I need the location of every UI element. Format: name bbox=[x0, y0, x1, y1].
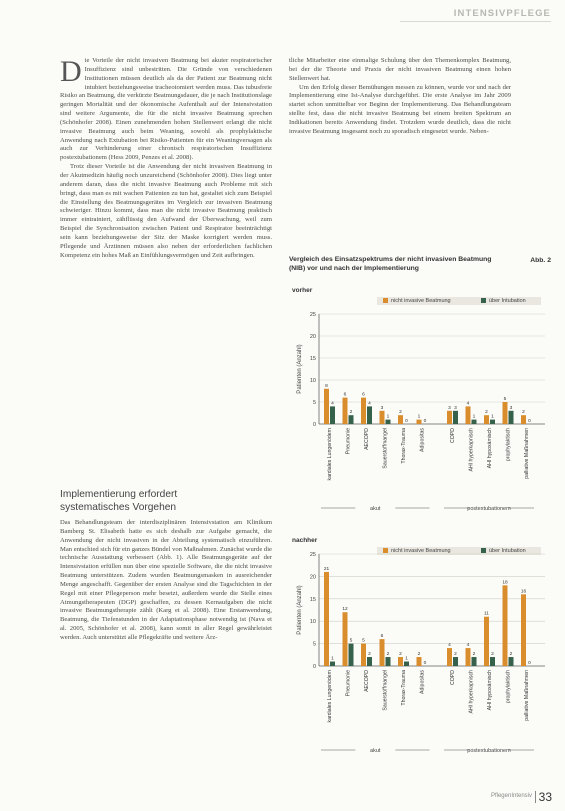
bar bbox=[453, 657, 458, 666]
bar bbox=[521, 415, 526, 424]
bar bbox=[447, 411, 452, 424]
bar bbox=[447, 648, 452, 666]
bar-value-label: 8 bbox=[325, 383, 328, 389]
bar bbox=[490, 657, 495, 666]
y-axis-label: Patienten (Anzahl) bbox=[297, 585, 303, 635]
bar bbox=[386, 657, 391, 666]
bar bbox=[349, 644, 354, 666]
bar bbox=[521, 594, 526, 666]
bar-value-label: 3 bbox=[380, 405, 384, 411]
figure-title: Vergleich des Einsatzspektrums der nicht invasiven Beatmung (NIB) vor und nach der Implementierung bbox=[289, 256, 492, 272]
chart-vorher bbox=[289, 284, 551, 524]
bar-value-label: 2 bbox=[399, 410, 402, 416]
bar bbox=[453, 411, 458, 424]
legend-label: nicht invasive Beatmung bbox=[391, 548, 451, 554]
section-label: INTENSIVPFLEGE bbox=[453, 8, 551, 19]
y-tick-label: 25 bbox=[309, 552, 316, 558]
bar bbox=[380, 639, 385, 666]
x-tick-label: Pneumonie bbox=[345, 670, 352, 697]
y-axis-label: Patienten (Anzahl) bbox=[297, 344, 303, 394]
group-label: akut bbox=[370, 506, 381, 512]
bar bbox=[398, 657, 403, 666]
bar-value-label: 16 bbox=[520, 589, 527, 595]
bar bbox=[503, 402, 508, 424]
bar-value-label: 2 bbox=[509, 652, 513, 658]
y-tick-label: 10 bbox=[309, 378, 316, 384]
bar-value-label: 4 bbox=[466, 643, 470, 649]
bar-value-label: 5 bbox=[349, 638, 353, 644]
bar bbox=[472, 420, 477, 424]
bar-value-label: 2 bbox=[485, 410, 488, 416]
bar bbox=[484, 617, 489, 666]
x-tick-label: prophylaktisch bbox=[505, 428, 512, 462]
y-tick-label: 0 bbox=[312, 422, 316, 428]
bar bbox=[380, 411, 385, 424]
y-tick-label: 5 bbox=[312, 400, 316, 406]
legend-label: über Intubation bbox=[489, 298, 526, 304]
bar bbox=[361, 644, 366, 666]
chart-title: nachher bbox=[292, 537, 318, 544]
bar-value-label: 12 bbox=[342, 607, 348, 613]
page-number: 33 bbox=[538, 790, 552, 804]
bar bbox=[509, 411, 514, 424]
x-tick-label: AECOPD bbox=[364, 670, 370, 692]
bar-value-label: 2 bbox=[349, 410, 353, 416]
x-tick-label: COPD bbox=[450, 428, 456, 443]
y-tick-label: 25 bbox=[309, 312, 316, 318]
footer-rule bbox=[535, 791, 536, 803]
x-tick-label: prophylaktisch bbox=[505, 670, 512, 704]
bar-value-label: 6 bbox=[343, 392, 347, 398]
x-tick-label: COPD bbox=[450, 670, 456, 685]
section-heading bbox=[60, 489, 272, 514]
group-label: postextubationem bbox=[467, 748, 511, 754]
paragraph-3: Das Behandlungsteam der interdisziplinären Intensivstation am Klinikum Bamberg St. Elisabeth hatte es sich deshalb zur Aufgabe gemacht, die Anwendung der nicht invasiven in der Abteilung systematisch einzuführen. Man entschied sich für ein ganzes Bündel von Maßnahmen. Zunächst wurde die technische Ausstattung verbessert (Abb. 1). Alle Beatmungsgeräte auf der Intensivstation erfüllen nun über eine spezielle Software, die die nicht invasive Beatmung unterstützen. Zudem wurden Beatmungsmasken in ausreichender Menge angeschafft. Gegenüber der ersten Analyse sind die Tagschichten in der Regel mit einer Pflegeperson mehr besetzt, außerdem wurde die Stelle eines Atmungstherapeuten (DGP) geschaffen, zu dessen Kernaufgaben die nicht invasive Beatmungstherapie zählt (Karg et al. 2008). Eine Erstanwendung, Beatmung, die Tiefenstunden in der Adaptationsphase notwendig ist (Nava et al. 2005, Schönhofer et al. 2008), kann somit in aller Regel gewährleistet werden. Auch unterstützt alle Pflegekräfte und weitere Ärz- bbox=[60, 519, 272, 641]
section-heading-line-2: systematisches Vorgehen bbox=[60, 501, 177, 513]
bar bbox=[417, 657, 422, 666]
y-tick-label: 0 bbox=[312, 664, 316, 670]
x-tick-label: palliative Maßnahmen bbox=[524, 428, 530, 479]
bar-value-label: 1 bbox=[331, 656, 334, 662]
paragraph-2: Trotz dieser Vorteile ist die Anwendung der nicht invasiven Beatmung in der Akutmedizin häufig noch unzureichend (Schönhofer 2008). Dies liegt unter anderem daran, dass die nicht invasive Beatmung auch Probleme mit sich bringt, dass man es mit wachen Patienten zu tun hat, gestaltet sich zum Beispiel die Einstellung des Beatmungsgerätes im Vergleich zur invasiven Beatmung schwieriger. Hinzu kommt, dass man die nicht invasive Beatmung praktisch immer eintrainiert, zähflüssig den Aufwand der Überwachung, weil zum Beispiel die Synchronisation zwischen Patient und Respirator beeinträchtigt sein kann beziehungsweise der Sitz der Maske korrigiert werden muss. Pflegende und Ärztinnen müssen also neben der erforderlichen fachlichen Kompetenz ein hohes Maß an Einfühlungsvermögen und Zeit aufbringen. bbox=[60, 163, 272, 259]
bar-value-label: 2 bbox=[454, 652, 457, 658]
x-tick-label: Thorax-Trauma bbox=[401, 670, 407, 706]
x-tick-label: AHI hypoxämisch bbox=[487, 670, 493, 711]
bar-value-label: 21 bbox=[323, 566, 330, 572]
bar-value-label: 3 bbox=[448, 405, 451, 411]
x-tick-label: Pneumonie bbox=[345, 428, 352, 455]
bar bbox=[417, 420, 422, 424]
bar bbox=[330, 406, 335, 424]
bar-value-label: 0 bbox=[528, 661, 531, 666]
bar bbox=[484, 415, 489, 424]
bar bbox=[324, 389, 329, 424]
group-label: postextubationem bbox=[467, 506, 511, 512]
y-tick-label: 10 bbox=[309, 619, 316, 626]
y-tick-label: 5 bbox=[312, 641, 316, 648]
bar-value-label: 2 bbox=[522, 410, 525, 416]
bar bbox=[404, 662, 409, 666]
paragraph-1-text: ie Vorteile der nicht invasiven Beatmung bei akuter respiratorischer Insuffizienz sind unbestritten. Die Gründe von verschiedenen Institutionen müssen deutlich als da der Patient zur Beatmung nicht intubiert beziehungsweise tracheotomiert werden muss. Das tubusfreie Risiko an Beatmung, die verkürzte Beatmungsdauer, die je nach Institutionslage geringen Mortalität und der ökonomische Aufenthalt auf der Intensivstation sind weitere Argumente, die für die nicht invasive Beatmung sprechen (Schönhofer 2008). Einen zunehmenden hohen Stellenwert erlangt die nicht invasive Beatmung auch beim Weaning, sowohl als prophylaktische Anwendung nach Extubation bei Risiko-Patienten für ein Weaningversagen als auch zur Verhinderung einer chronisch respiratorischen Insuffizienz postextubationem (Hess 2009, Penzes et al. 2008). bbox=[60, 57, 272, 162]
bar-value-label: 2 bbox=[417, 652, 421, 658]
bar-value-label: 4 bbox=[368, 401, 371, 407]
chart-svg bbox=[289, 534, 551, 796]
bar bbox=[503, 585, 508, 666]
bar bbox=[472, 657, 477, 666]
bar bbox=[466, 648, 471, 666]
group-label: akut bbox=[370, 748, 381, 754]
x-tick-label: Adipositas bbox=[419, 428, 426, 452]
bar-value-label: 5 bbox=[503, 397, 507, 402]
bar bbox=[367, 657, 372, 666]
x-tick-label: AECOPD bbox=[364, 428, 370, 450]
bar-value-label: 6 bbox=[362, 392, 365, 398]
bar-value-label: 3 bbox=[509, 405, 513, 411]
bar bbox=[367, 406, 372, 424]
bar-value-label: 1 bbox=[472, 414, 476, 420]
x-tick-label: kardiales Lungenödem bbox=[327, 670, 333, 723]
paragraph-4: tliche Mitarbeiter eine einmalige Schulung über den Themenkomplex Beatmung, bei der die Theorie und Praxis der nicht invasiven Beatmung einen hohen Stellenwert hat. bbox=[289, 57, 511, 82]
bar bbox=[361, 398, 366, 424]
y-tick-label: 15 bbox=[309, 356, 316, 362]
bar-value-label: 3 bbox=[454, 405, 457, 411]
bar-value-label: 0 bbox=[405, 419, 408, 424]
paragraph-5: Um den Erfolg dieser Bemühungen messen zu können, wurde vor und nach der Implementierung eine Ist-Analyse durchgeführt. Die erste Analyse im Jahr 2009 startet schon unmittelbar vor Beginn der Implementierung. Das Behandlungsteam stellte fest, dass die nicht invasive Beatmung bei einem breiten Spektrum an Indikationen bereits Anwendung findet. Trotzdem wurde deutlich, dass die nicht invasive Beatmung insgesamt noch zu sporadisch eingesetzt wurde. Neben- bbox=[289, 83, 511, 135]
x-tick-label: AHI hyperkapnisch bbox=[468, 670, 475, 714]
bar-value-label: 11 bbox=[484, 611, 489, 617]
paragraph-1 bbox=[60, 57, 272, 163]
bar-value-label: 2 bbox=[491, 652, 494, 658]
bar-value-label: 4 bbox=[448, 643, 451, 649]
bar bbox=[386, 420, 391, 424]
dropcap: D bbox=[60, 55, 82, 88]
bar-value-label: 2 bbox=[399, 652, 402, 658]
bar bbox=[509, 657, 514, 666]
section-heading-line-1: Implementierung erfordert bbox=[60, 489, 178, 500]
page-footer bbox=[440, 792, 552, 804]
x-tick-label: kardiales Lungenödem bbox=[327, 428, 333, 481]
bar-value-label: 4 bbox=[331, 401, 334, 407]
bar bbox=[349, 415, 354, 424]
bar bbox=[330, 662, 335, 666]
bar-value-label: 0 bbox=[528, 419, 531, 424]
page-header bbox=[0, 0, 565, 22]
header-rule bbox=[400, 21, 551, 22]
bar bbox=[343, 398, 348, 424]
bar-value-label: 1 bbox=[405, 656, 408, 662]
article-column-right bbox=[289, 57, 511, 137]
bar-value-label: 1 bbox=[417, 414, 421, 420]
x-tick-label: AHI hypoxämisch bbox=[487, 428, 493, 469]
y-tick-label: 20 bbox=[309, 334, 316, 340]
article-column-left-bottom bbox=[60, 519, 272, 643]
y-tick-label: 15 bbox=[309, 596, 316, 603]
bar bbox=[324, 572, 329, 666]
bar-value-label: 18 bbox=[502, 580, 508, 586]
legend-label: über Intubation bbox=[489, 548, 526, 554]
chart-nachher bbox=[289, 534, 551, 796]
bar-value-label: 5 bbox=[362, 638, 365, 644]
chart-title: vorher bbox=[292, 287, 313, 294]
chart-svg bbox=[289, 284, 551, 524]
bar bbox=[398, 415, 403, 424]
x-tick-label: Sauerstoffmangel bbox=[382, 428, 389, 469]
bar-value-label: 1 bbox=[386, 414, 390, 420]
x-tick-label: Thorax-Trauma bbox=[401, 428, 407, 464]
x-tick-label: Sauerstoffmangel bbox=[382, 670, 389, 711]
legend-label: nicht invasive Beatmung bbox=[391, 298, 451, 304]
bar bbox=[490, 420, 495, 424]
bar bbox=[466, 406, 471, 424]
figure-label: Abb. 2 bbox=[530, 257, 551, 264]
bar-value-label: 2 bbox=[368, 652, 371, 658]
bar-value-label: 1 bbox=[491, 414, 494, 420]
x-tick-label: AHI hyperkapnisch bbox=[468, 428, 475, 472]
bar-value-label: 2 bbox=[472, 652, 476, 658]
bar-value-label: 2 bbox=[386, 652, 390, 658]
article-column-left-top bbox=[60, 57, 272, 260]
x-tick-label: palliative Maßnahmen bbox=[524, 670, 530, 721]
y-tick-label: 20 bbox=[309, 574, 316, 581]
bar bbox=[343, 612, 348, 666]
x-tick-label: Adipositas bbox=[419, 670, 426, 694]
bar-value-label: 0 bbox=[423, 419, 427, 424]
footer-brand: PflegenIntensiv bbox=[490, 793, 532, 799]
bar-value-label: 4 bbox=[466, 401, 470, 407]
bar-value-label: 6 bbox=[380, 634, 384, 640]
bar-value-label: 0 bbox=[423, 661, 427, 666]
